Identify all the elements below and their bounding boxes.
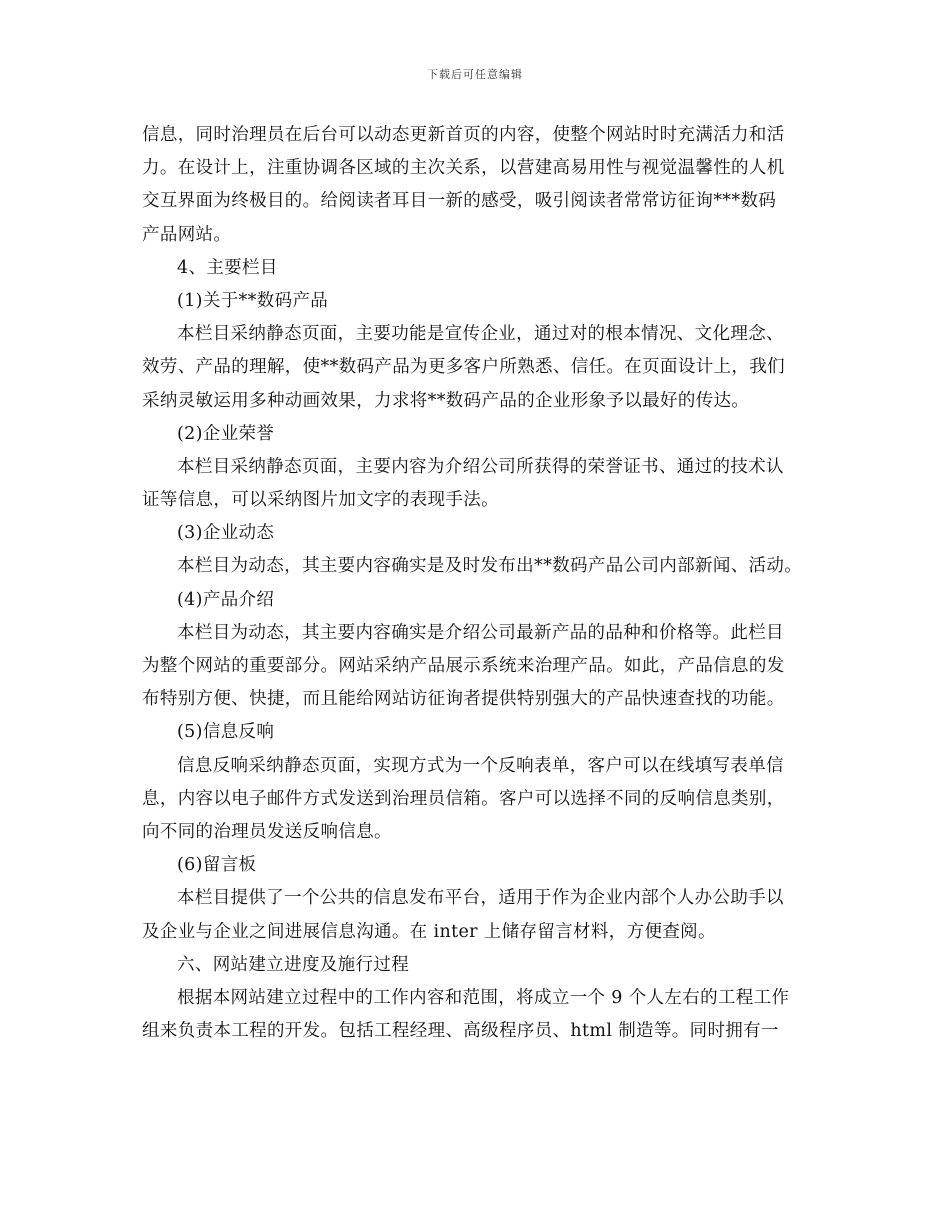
- text-line: 为整个网站的重要部分。网站采纳产品展示系统来治理产品。如此，产品信息的发: [142, 656, 785, 676]
- text-line: 根据本网站建立过程中的工作内容和范围，将成立一个 9 个人左右的工程工作: [177, 987, 790, 1008]
- text-line: 信息反响采纳静态页面，实现方式为一个反响表单，客户可以在线填写表单信: [177, 755, 784, 776]
- document-body: [142, 119, 822, 1048]
- text-line: 向不同的治理员发送反响信息。: [142, 821, 392, 842]
- page-header: 下载后可任意编辑: [427, 68, 523, 81]
- text-line: 信息，同时治理员在后台可以动态更新首页的内容，使整个网站时时充满活力和活: [142, 125, 785, 145]
- text-line: 息，内容以电子邮件方式发送到治理员信箱。客户可以选择不同的反响信息类别，: [142, 788, 785, 809]
- text-line: 力。在设计上，注重协调各区域的主次关系，以营建高易用性与视觉温馨性的人机: [142, 158, 785, 179]
- section-heading: 六、网站建立进度及施行过程: [177, 954, 410, 975]
- subsection-heading: (1)关于**数码产品: [177, 290, 329, 311]
- text-line: 效劳、产品的理解，使**数码产品为更多客户所熟悉、信任。在页面设计上，我们: [142, 357, 785, 378]
- text-line: 采纳灵敏运用多种动画效果，力求将**数码产品的企业形象予以最好的传达。: [142, 390, 750, 411]
- text-line: 产品网站。: [142, 224, 232, 245]
- text-line: 证等信息，可以采纳图片加文字的表现手法。: [142, 490, 499, 511]
- text-line: 及企业与企业之间进展信息沟通。在 inter 上储存留言材料，方便查阅。: [142, 921, 716, 942]
- subsection-heading: (6)留言板: [177, 855, 257, 876]
- text-line: 本栏目为动态，其主要内容确实是介绍公司最新产品的品种和价格等。此栏目: [177, 622, 784, 643]
- text-line: 布特别方便、快捷，而且能给网站访征询者提供特别强大的产品快速查找的功能。: [142, 689, 785, 710]
- text-line: 本栏目为动态，其主要内容确实是及时发布出**数码产品公司内部新闻、活动。: [177, 556, 803, 577]
- subsection-heading: (5)信息反响: [177, 722, 275, 743]
- text-line: 本栏目采纳静态页面，主要内容为介绍公司所获得的荣誉证书、通过的技术认: [177, 456, 784, 477]
- text-line: 组来负责本工程的开发。包括工程经理、高级程序员、html 制造等。同时拥有一: [142, 1021, 779, 1042]
- subsection-heading: (3)企业动态: [177, 523, 275, 544]
- subsection-heading: (4)产品介绍: [177, 589, 275, 610]
- text-line: 本栏目提供了一个公共的信息发布平台，适用于作为企业内部个人办公助手以: [177, 888, 784, 909]
- text-line: 交互界面为终极目的。给阅读者耳目一新的感受，吸引阅读者常常访征询***数码: [142, 191, 777, 212]
- text-line: 本栏目采纳静态页面，主要功能是宣传企业，通过对的根本情况、文化理念、: [177, 324, 784, 345]
- subsection-heading: (2)企业荣誉: [177, 423, 275, 444]
- section-heading: 4、主要栏目: [177, 257, 278, 278]
